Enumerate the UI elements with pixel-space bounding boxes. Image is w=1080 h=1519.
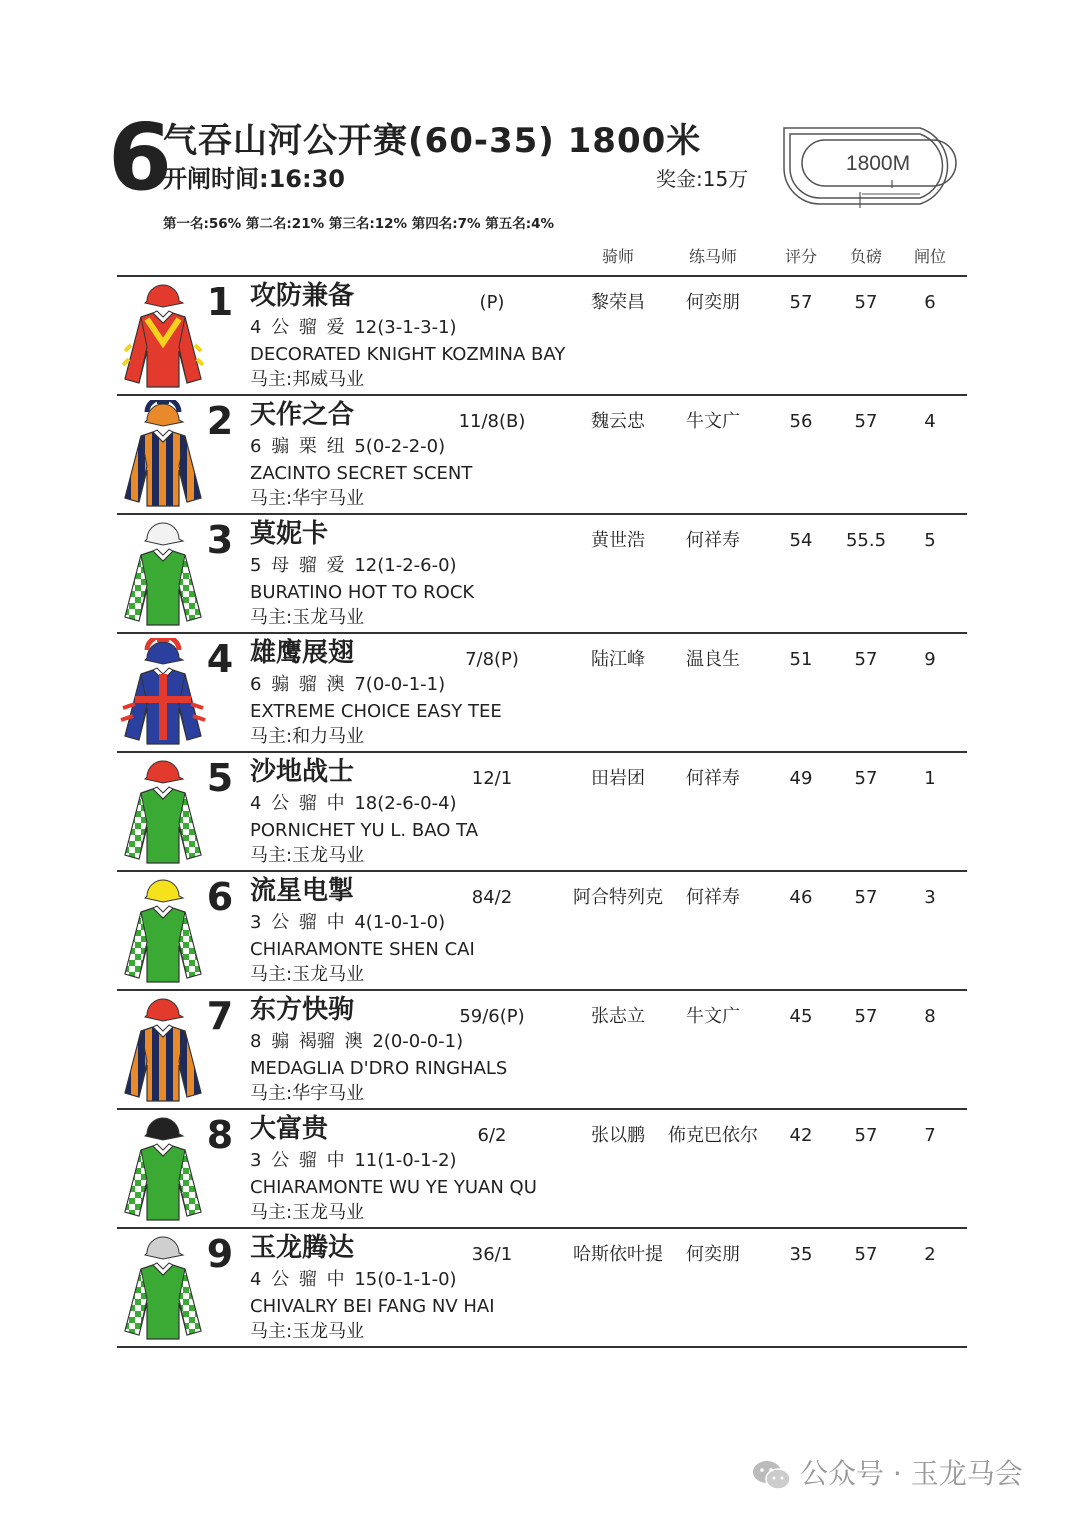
horse-name: 天作之合 xyxy=(250,400,355,430)
prize-money: 奖金:15万 xyxy=(656,167,749,191)
draw-value: 8 xyxy=(924,1006,936,1027)
jockey-silks-icon xyxy=(117,1233,209,1341)
draw-value: 7 xyxy=(924,1125,936,1146)
horse-odds: 12/1 xyxy=(471,768,513,789)
runner-number: 5 xyxy=(206,756,234,800)
horse-name: 流星电掣 xyxy=(250,876,355,906)
trainer-name: 何祥寿 xyxy=(686,887,740,908)
weight-value: 57 xyxy=(854,1006,878,1027)
race-title: 气吞山河公开赛(60-35) 1800米 xyxy=(163,121,702,161)
rating-value: 56 xyxy=(789,411,813,432)
horse-info: 5 母 骝 爱 12(1-2-6-0) xyxy=(250,555,457,576)
jockey-name: 黄世浩 xyxy=(591,530,645,551)
jockey-name: 黎荣昌 xyxy=(591,292,645,313)
trainer-name: 何祥寿 xyxy=(686,530,740,551)
col-header-weight: 负磅 xyxy=(849,247,882,266)
track-diagram xyxy=(780,124,966,208)
horse-info: 3 公 骝 中 11(1-0-1-2) xyxy=(250,1150,457,1171)
jockey-name: 张志立 xyxy=(591,1006,645,1027)
horse-name: 玉龙腾达 xyxy=(250,1233,355,1263)
runner-row xyxy=(117,634,967,753)
draw-value: 3 xyxy=(924,887,936,908)
jockey-silks-icon xyxy=(117,519,209,627)
draw-value: 4 xyxy=(924,411,936,432)
jockey-name: 田岩团 xyxy=(591,768,645,789)
horse-odds: 59/6(P) xyxy=(459,1006,525,1027)
runner-row xyxy=(117,1110,967,1229)
runner-number: 6 xyxy=(206,875,234,919)
trainer-name: 牛文广 xyxy=(686,411,740,432)
draw-value: 1 xyxy=(924,768,936,789)
horse-owner: 马主:玉龙马业 xyxy=(250,964,365,985)
horse-owner: 马主:邦威马业 xyxy=(250,369,365,390)
runner-number: 8 xyxy=(206,1113,234,1157)
jockey-name: 哈斯依叶提 xyxy=(573,1244,663,1265)
horse-info: 4 公 骝 爱 12(3-1-3-1) xyxy=(250,317,457,338)
jockey-name: 阿合特列克 xyxy=(573,887,663,908)
horse-pedigree: EXTREME CHOICE EASY TEE xyxy=(250,701,502,722)
horse-name: 沙地战士 xyxy=(250,757,355,787)
rating-value: 49 xyxy=(789,768,813,789)
trainer-name: 何祥寿 xyxy=(686,768,740,789)
runner-number: 4 xyxy=(206,637,234,681)
trainer-name: 牛文广 xyxy=(686,1006,740,1027)
horse-owner: 马主:华宇马业 xyxy=(250,488,365,509)
runner-number: 7 xyxy=(206,994,234,1038)
runner-row xyxy=(117,753,967,872)
horse-odds: 11/8(B) xyxy=(458,411,526,432)
runner-number: 9 xyxy=(206,1232,234,1276)
runner-row xyxy=(117,991,967,1110)
rating-value: 45 xyxy=(789,1006,813,1027)
jockey-silks-icon xyxy=(117,876,209,984)
runner-row xyxy=(117,515,967,634)
rating-value: 46 xyxy=(789,887,813,908)
weight-value: 57 xyxy=(854,292,878,313)
rating-value: 42 xyxy=(789,1125,813,1146)
draw-value: 6 xyxy=(924,292,936,313)
draw-value: 2 xyxy=(924,1244,936,1265)
horse-odds: 6/2 xyxy=(477,1125,507,1146)
horse-owner: 马主:玉龙马业 xyxy=(250,1321,365,1342)
weight-value: 55.5 xyxy=(845,530,887,551)
watermark-text: 公众号 · 玉龙马会 xyxy=(800,1457,1023,1490)
horse-owner: 马主:华宇马业 xyxy=(250,1083,365,1104)
runner-number: 2 xyxy=(206,399,234,443)
weight-value: 57 xyxy=(854,649,878,670)
race-number: 6 xyxy=(108,104,173,211)
horse-odds: 36/1 xyxy=(471,1244,513,1265)
horse-owner: 马主:玉龙马业 xyxy=(250,845,365,866)
jockey-silks-icon xyxy=(117,638,209,746)
horse-owner: 马主:玉龙马业 xyxy=(250,607,365,628)
draw-value: 5 xyxy=(924,530,936,551)
jockey-silks-icon xyxy=(117,1114,209,1222)
horse-name: 大富贵 xyxy=(250,1114,329,1144)
col-header-draw: 闸位 xyxy=(913,247,946,266)
jockey-silks-icon xyxy=(117,757,209,865)
horse-pedigree: PORNICHET YU L. BAO TA xyxy=(250,820,479,841)
trainer-name: 何奕朋 xyxy=(686,292,740,313)
col-header-trainer: 练马师 xyxy=(688,247,737,266)
horse-odds: 84/2 xyxy=(471,887,513,908)
jockey-name: 魏云忠 xyxy=(591,411,645,432)
row-divider xyxy=(117,1346,967,1348)
horse-info: 4 公 骝 中 18(2-6-0-4) xyxy=(250,793,457,814)
runner-number: 1 xyxy=(206,280,234,324)
horse-pedigree: CHIARAMONTE SHEN CAI xyxy=(250,939,475,960)
horse-info: 6 骟 骝 澳 7(0-0-1-1) xyxy=(250,674,446,695)
horse-pedigree: CHIVALRY BEI FANG NV HAI xyxy=(250,1296,495,1317)
jockey-silks-icon xyxy=(117,281,209,389)
rating-value: 51 xyxy=(789,649,813,670)
horse-owner: 马主:玉龙马业 xyxy=(250,1202,365,1223)
jockey-silks-icon xyxy=(117,400,209,508)
horse-pedigree: MEDAGLIA D'DRO RINGHALS xyxy=(250,1058,508,1079)
wechat-icon xyxy=(752,1458,792,1492)
jockey-name: 张以鹏 xyxy=(591,1125,645,1146)
horse-name: 东方快驹 xyxy=(250,995,355,1025)
runner-row xyxy=(117,1229,967,1348)
horse-name: 攻防兼备 xyxy=(250,281,355,311)
horse-pedigree: BURATINO HOT TO ROCK xyxy=(250,582,475,603)
runner-row xyxy=(117,277,967,396)
horse-info: 4 公 骝 中 15(0-1-1-0) xyxy=(250,1269,457,1290)
rating-value: 35 xyxy=(789,1244,813,1265)
draw-value: 9 xyxy=(924,649,936,670)
weight-value: 57 xyxy=(854,1244,878,1265)
start-time: 开闸时间:16:30 xyxy=(163,165,345,193)
track-label: 1800M xyxy=(845,152,911,175)
horse-pedigree: DECORATED KNIGHT KOZMINA BAY xyxy=(250,344,566,365)
weight-value: 57 xyxy=(854,1125,878,1146)
rating-value: 54 xyxy=(789,530,813,551)
jockey-silks-icon xyxy=(117,995,209,1103)
runner-row xyxy=(117,396,967,515)
weight-value: 57 xyxy=(854,887,878,908)
weight-value: 57 xyxy=(854,768,878,789)
horse-pedigree: ZACINTO SECRET SCENT xyxy=(250,463,473,484)
horse-info: 8 骟 褐骝 澳 2(0-0-0-1) xyxy=(250,1031,464,1052)
weight-value: 57 xyxy=(854,411,878,432)
rating-value: 57 xyxy=(789,292,813,313)
horse-owner: 马主:和力马业 xyxy=(250,726,365,747)
horse-odds: (P) xyxy=(479,292,505,313)
trainer-name: 温良生 xyxy=(686,649,740,670)
horse-info: 3 公 骝 中 4(1-0-1-0) xyxy=(250,912,446,933)
prize-distribution: 第一名:56% 第二名:21% 第三名:12% 第四名:7% 第五名:4% xyxy=(163,216,555,232)
horse-odds: 7/8(P) xyxy=(465,649,519,670)
col-header-jockey: 骑师 xyxy=(601,247,634,266)
horse-name: 雄鹰展翅 xyxy=(250,638,355,668)
horse-pedigree: CHIARAMONTE WU YE YUAN QU xyxy=(250,1177,537,1198)
trainer-name: 佈克巴依尔 xyxy=(668,1125,758,1146)
horse-info: 6 骟 栗 纽 5(0-2-2-0) xyxy=(250,436,446,457)
runner-number: 3 xyxy=(206,518,234,562)
runner-row xyxy=(117,872,967,991)
horse-name: 莫妮卡 xyxy=(250,519,329,549)
trainer-name: 何奕朋 xyxy=(686,1244,740,1265)
col-header-rating: 评分 xyxy=(784,247,817,266)
jockey-name: 陆江峰 xyxy=(591,649,645,670)
